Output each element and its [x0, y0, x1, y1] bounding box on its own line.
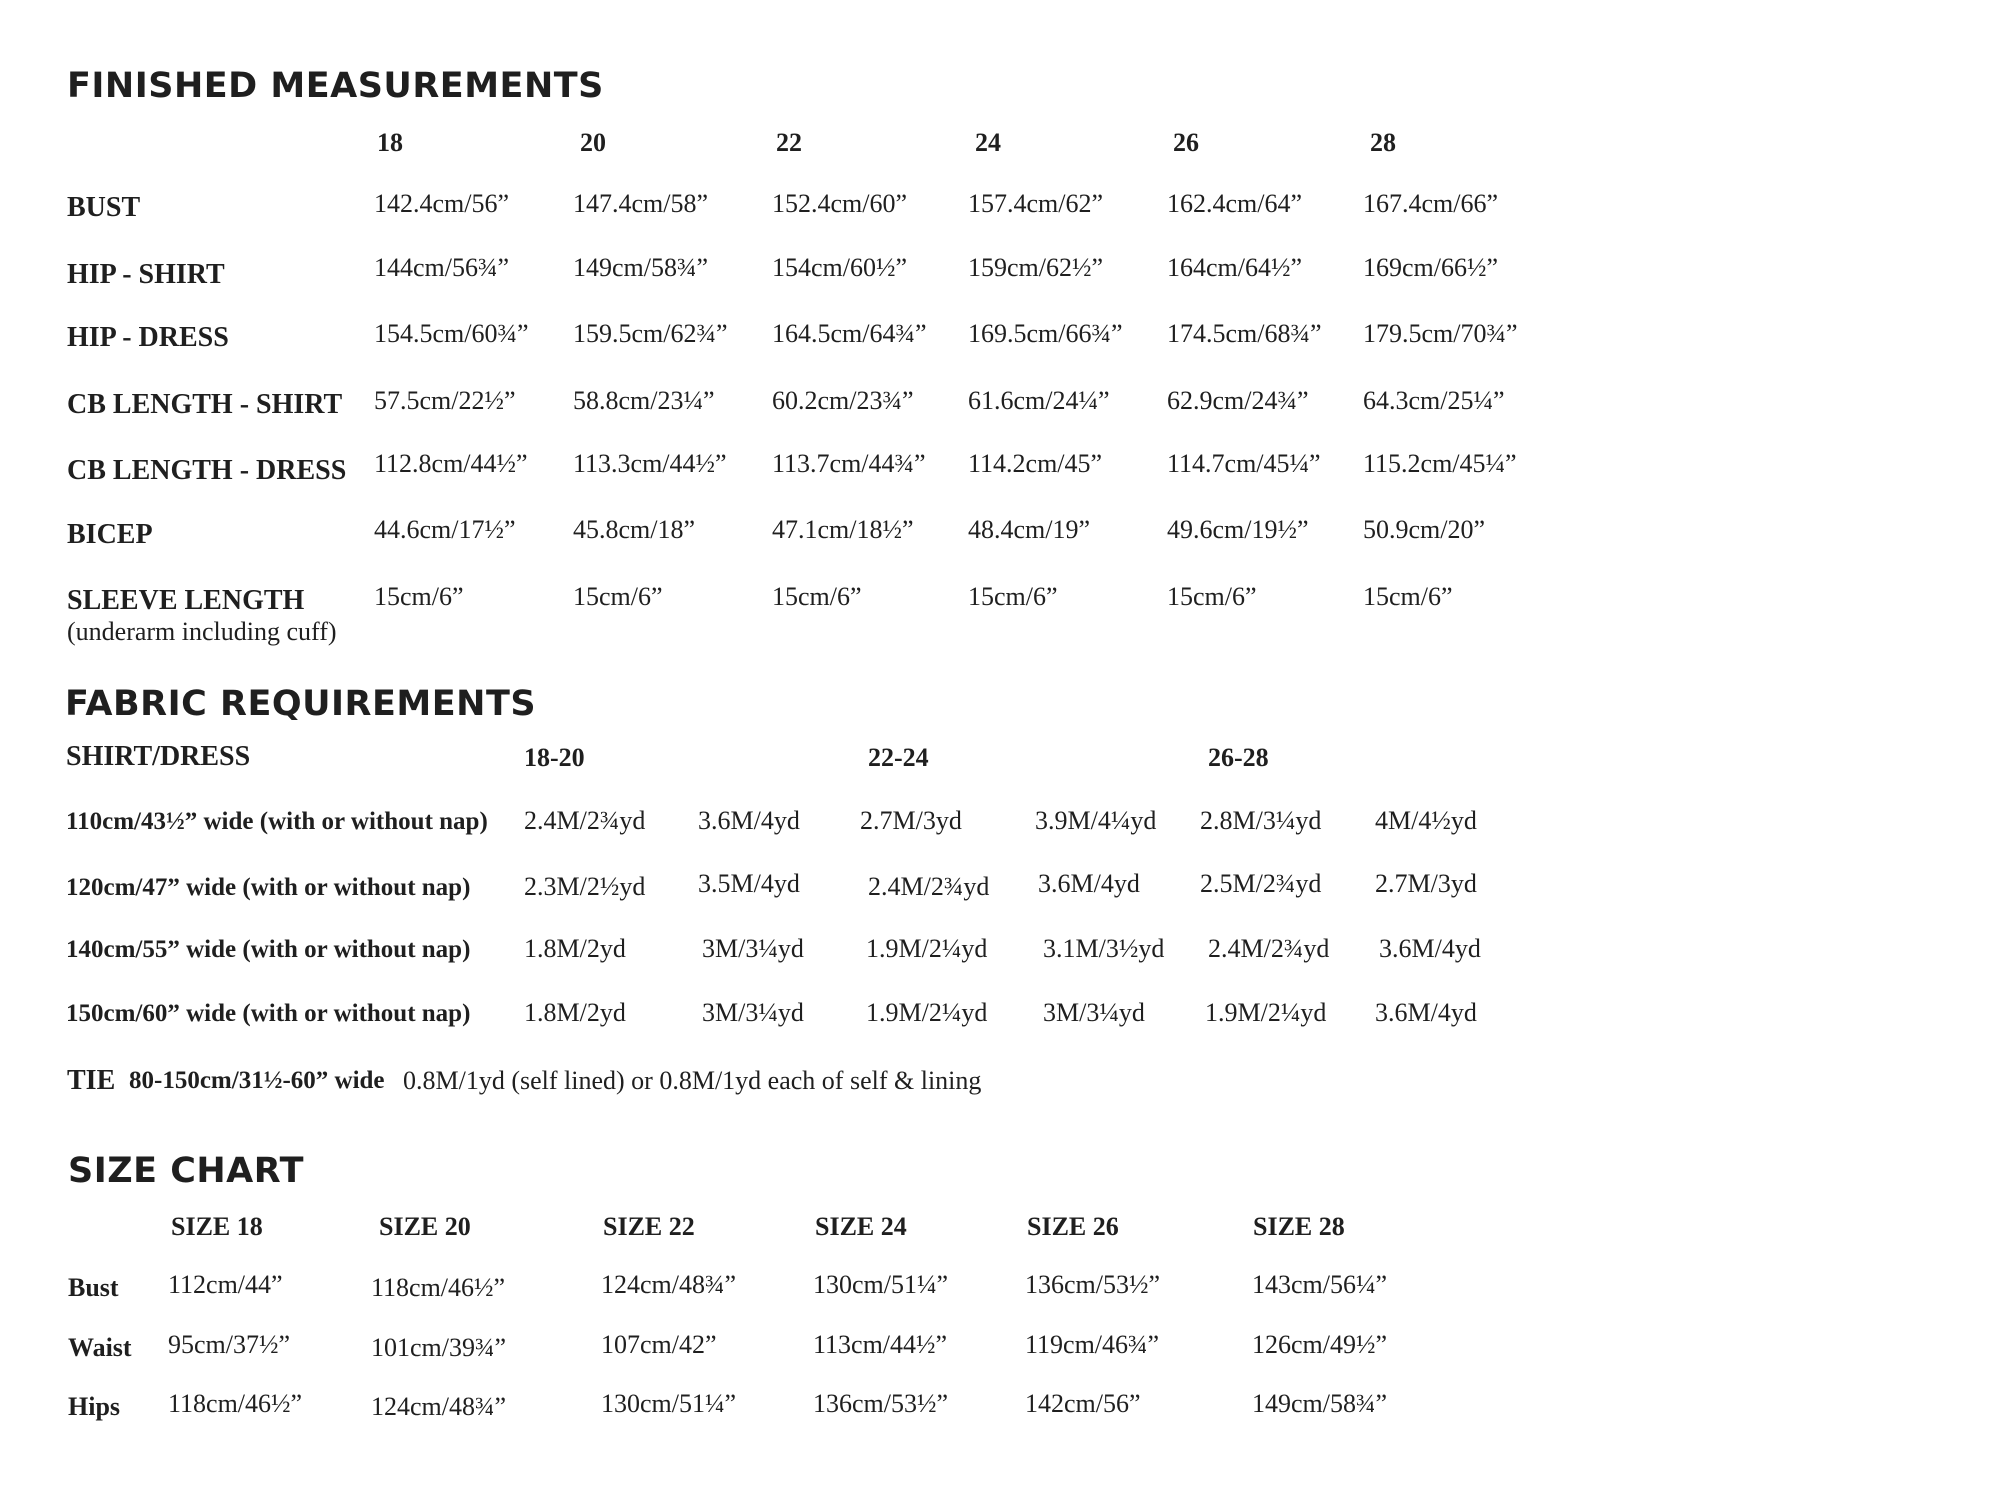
fabric-cell: 2.5M/2¾yd	[1200, 869, 1322, 898]
size-chart-cell: 112cm/44”	[168, 1270, 283, 1299]
fabric-cell: 2.4M/2¾yd	[524, 806, 646, 835]
finished-cell: 114.7cm/45¼”	[1167, 449, 1321, 478]
finished-row-label: BICEP	[67, 519, 153, 550]
fabric-cell: 2.7M/3yd	[1375, 869, 1477, 898]
fabric-cell: 3M/3¼yd	[702, 934, 804, 963]
finished-cell: 45.8cm/18”	[573, 515, 696, 544]
finished-cell: 15cm/6”	[374, 582, 464, 611]
fabric-cell: 1.9M/2¼yd	[866, 998, 988, 1027]
finished-row-label: CB LENGTH - SHIRT	[67, 389, 343, 420]
fabric-cell: 3M/3¼yd	[702, 998, 804, 1027]
finished-cell: 149cm/58¾”	[573, 253, 709, 282]
finished-cell: 162.4cm/64”	[1167, 189, 1303, 218]
finished-cell: 112.8cm/44½”	[374, 449, 528, 478]
fabric-cell: 2.4M/2¾yd	[1208, 934, 1330, 963]
finished-cell: 44.6cm/17½”	[374, 515, 516, 544]
finished-cell: 159cm/62½”	[968, 253, 1104, 282]
finished-cell: 58.8cm/23¼”	[573, 386, 715, 415]
size-chart-cell: 113cm/44½”	[813, 1330, 948, 1359]
finished-cell: 48.4cm/19”	[968, 515, 1091, 544]
finished-cell: 113.3cm/44½”	[573, 449, 727, 478]
fabric-cell: 1.8M/2yd	[524, 998, 626, 1027]
size-chart-header: SIZE 24	[815, 1212, 907, 1241]
finished-cell: 47.1cm/18½”	[772, 515, 914, 544]
finished-cell: 144cm/56¾”	[374, 253, 510, 282]
finished-row-label: CB LENGTH - DRESS	[67, 455, 347, 486]
finished-row-label: BUST	[67, 192, 141, 223]
fabric-requirements-title: FABRIC REQUIREMENTS	[65, 684, 537, 724]
finished-size-header: 20	[580, 128, 606, 157]
finished-cell: 49.6cm/19½”	[1167, 515, 1309, 544]
finished-cell: 113.7cm/44¾”	[772, 449, 926, 478]
fabric-cell: 3.1M/3½yd	[1043, 934, 1165, 963]
finished-cell: 64.3cm/25¼”	[1363, 386, 1505, 415]
size-chart-cell: 136cm/53½”	[1025, 1270, 1161, 1299]
finished-cell: 61.6cm/24¼”	[968, 386, 1110, 415]
finished-cell: 154cm/60½”	[772, 253, 908, 282]
fabric-cell: 3M/3¼yd	[1043, 998, 1145, 1027]
fabric-cell: 3.6M/4yd	[1379, 934, 1481, 963]
finished-measurements-title: FINISHED MEASUREMENTS	[67, 66, 604, 106]
size-chart-cell: 130cm/51¼”	[601, 1389, 737, 1418]
size-chart-cell: 118cm/46½”	[168, 1389, 303, 1418]
size-chart-cell: 126cm/49½”	[1252, 1330, 1388, 1359]
tie-text: 0.8M/1yd (self lined) or 0.8M/1yd each of self & lining	[403, 1066, 982, 1095]
finished-cell: 179.5cm/70¾”	[1363, 319, 1518, 348]
finished-row-label: HIP - SHIRT	[67, 259, 225, 290]
finished-cell: 62.9cm/24¾”	[1167, 386, 1309, 415]
fabric-cell: 2.8M/3¼yd	[1200, 806, 1322, 835]
fabric-group-header: 26-28	[1208, 743, 1269, 772]
fabric-cell: 2.4M/2¾yd	[868, 872, 990, 901]
size-chart-cell: 119cm/46¾”	[1025, 1330, 1160, 1359]
finished-row-label: SLEEVE LENGTH	[67, 585, 305, 616]
size-chart-cell: 130cm/51¼”	[813, 1270, 949, 1299]
size-chart-row-label: Hips	[68, 1392, 121, 1421]
fabric-row-label: 110cm/43½” wide (with or without nap)	[66, 808, 488, 835]
fabric-cell: 3.5M/4yd	[698, 869, 800, 898]
size-chart-cell: 142cm/56”	[1025, 1389, 1141, 1418]
finished-cell: 159.5cm/62¾”	[573, 319, 728, 348]
finished-cell: 164cm/64½”	[1167, 253, 1303, 282]
size-chart-cell: 136cm/53½”	[813, 1389, 949, 1418]
size-chart-header: SIZE 28	[1253, 1212, 1345, 1241]
finished-cell: 157.4cm/62”	[968, 189, 1104, 218]
finished-cell: 15cm/6”	[1167, 582, 1257, 611]
finished-cell: 164.5cm/64¾”	[772, 319, 927, 348]
size-chart-row-label: Waist	[68, 1333, 132, 1362]
fabric-cell: 3.6M/4yd	[698, 806, 800, 835]
size-chart-cell: 95cm/37½”	[168, 1330, 291, 1359]
size-chart-cell: 101cm/39¾”	[371, 1333, 507, 1362]
finished-cell: 169cm/66½”	[1363, 253, 1499, 282]
finished-cell: 50.9cm/20”	[1363, 515, 1486, 544]
finished-size-header: 26	[1173, 128, 1199, 157]
finished-size-header: 28	[1370, 128, 1396, 157]
finished-cell: 142.4cm/56”	[374, 189, 510, 218]
size-chart-cell: 143cm/56¼”	[1252, 1270, 1388, 1299]
size-chart-title: SIZE CHART	[68, 1151, 305, 1191]
finished-cell: 154.5cm/60¾”	[374, 319, 529, 348]
fabric-row-label: 140cm/55” wide (with or without nap)	[66, 936, 471, 963]
fabric-row-label: 150cm/60” wide (with or without nap)	[66, 1000, 471, 1027]
finished-row-label: HIP - DRESS	[67, 322, 229, 353]
finished-cell: 174.5cm/68¾”	[1167, 319, 1322, 348]
finished-cell: 152.4cm/60”	[772, 189, 908, 218]
size-chart-cell: 107cm/42”	[601, 1330, 717, 1359]
size-chart-header: SIZE 18	[171, 1212, 263, 1241]
finished-size-header: 18	[377, 128, 403, 157]
finished-cell: 167.4cm/66”	[1363, 189, 1499, 218]
finished-cell: 15cm/6”	[968, 582, 1058, 611]
size-chart-cell: 149cm/58¾”	[1252, 1389, 1388, 1418]
finished-cell: 169.5cm/66¾”	[968, 319, 1123, 348]
fabric-group-header: 22-24	[868, 743, 929, 772]
size-chart-row-label: Bust	[68, 1273, 119, 1302]
finished-cell: 15cm/6”	[1363, 582, 1453, 611]
fabric-cell: 1.9M/2¼yd	[866, 934, 988, 963]
fabric-group-header: 18-20	[524, 743, 585, 772]
size-chart-cell: 124cm/48¾”	[371, 1392, 507, 1421]
fabric-header-label: SHIRT/DRESS	[66, 741, 251, 772]
finished-cell: 60.2cm/23¾”	[772, 386, 914, 415]
fabric-cell: 2.3M/2½yd	[524, 872, 646, 901]
size-chart-header: SIZE 20	[379, 1212, 471, 1241]
finished-cell: 115.2cm/45¼”	[1363, 449, 1517, 478]
finished-cell: 147.4cm/58”	[573, 189, 709, 218]
finished-cell: 15cm/6”	[772, 582, 862, 611]
finished-cell: 57.5cm/22½”	[374, 386, 516, 415]
fabric-cell: 3.9M/4¼yd	[1035, 806, 1157, 835]
fabric-cell: 3.6M/4yd	[1038, 869, 1140, 898]
fabric-cell: 4M/4½yd	[1375, 806, 1477, 835]
size-chart-header: SIZE 26	[1027, 1212, 1119, 1241]
tie-width: 80-150cm/31½-60” wide	[129, 1067, 385, 1094]
fabric-cell: 1.9M/2¼yd	[1205, 998, 1327, 1027]
tie-label: TIE	[67, 1065, 116, 1096]
size-chart-cell: 124cm/48¾”	[601, 1270, 737, 1299]
finished-size-header: 24	[975, 128, 1001, 157]
finished-cell: 15cm/6”	[573, 582, 663, 611]
fabric-cell: 3.6M/4yd	[1375, 998, 1477, 1027]
finished-cell: 114.2cm/45”	[968, 449, 1103, 478]
finished-row-sublabel: (underarm including cuff)	[67, 617, 337, 646]
fabric-cell: 2.7M/3yd	[860, 806, 962, 835]
fabric-row-label: 120cm/47” wide (with or without nap)	[66, 874, 471, 901]
size-chart-cell: 118cm/46½”	[371, 1273, 506, 1302]
finished-size-header: 22	[776, 128, 802, 157]
size-chart-header: SIZE 22	[603, 1212, 695, 1241]
fabric-cell: 1.8M/2yd	[524, 934, 626, 963]
